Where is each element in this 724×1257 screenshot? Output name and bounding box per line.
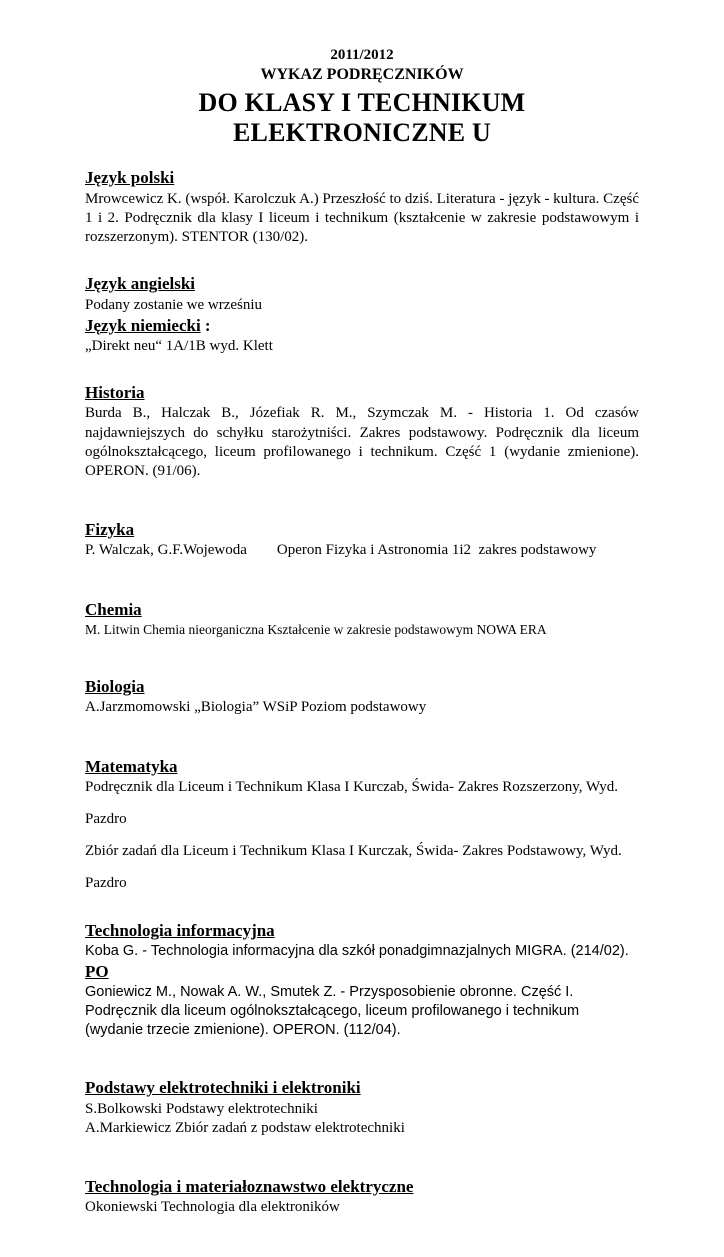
section-paragraph: Podręcznik dla Liceum i Technikum Klasa I Kurczab, Świda- Zakres Rozszerzony, Wyd. <box>85 778 619 795</box>
section-chemia <box>85 599 639 639</box>
section-heading: Fizyka <box>85 520 135 540</box>
section-jezyk-niemiecki <box>85 315 639 356</box>
section-paragraph: Zbiór zadań dla Liceum i Technikum Klasa I Kurczak, Świda- Zakres Podstawowy, Wyd. <box>85 843 622 860</box>
section-paragraph: S.Bolkowski Podstawy elektrotechniki <box>85 1100 318 1117</box>
section-po <box>85 961 639 1040</box>
section-paragraph: M. Litwin Chemia nieorganiczna Kształcenie w zakresie podstawowym NOWA ERA <box>85 621 547 637</box>
section-paragraph: Pazdro <box>85 810 127 827</box>
section-heading: Technologia informacyjna <box>85 920 275 940</box>
section-paragraph: A.Markiewicz Zbiór zadań z podstaw elektrotechniki <box>85 1119 405 1136</box>
heading-colon: : <box>200 315 211 335</box>
section-matematyka <box>85 756 639 894</box>
school-year: 2011/2012 <box>330 47 394 63</box>
section-fizyka <box>85 519 639 560</box>
section-paragraph: Podany zostanie we wrześniu <box>85 296 263 313</box>
section-technologia-materialoznawstwo <box>85 1176 639 1217</box>
document-header <box>85 46 639 147</box>
section-podstawy-elektrotechniki <box>85 1077 639 1138</box>
section-paragraph: Burda B., Halczak B., Józefiak R. M., Szymczak M. - Historia 1. Od czasów najdawniejszych do schyłku starożytniści. Zakres podstawowy. Podręcznik dla liceum ogólnokształcącego, liceum profilowanego i technikum. Część 1 (wydanie zmienione). OPERON. (91/06). <box>85 405 639 479</box>
section-paragraph: Koba G. - Technologia informacyjna dla szkół ponadgimnazjalnych MIGRA. (214/02). <box>85 942 629 959</box>
section-heading: Historia <box>85 383 145 403</box>
section-technologia-informacyjna <box>85 920 639 961</box>
document-subtitle: WYKAZ PODRĘCZNIKÓW <box>260 66 464 84</box>
section-heading: Biologia <box>85 677 145 697</box>
section-jezyk-angielski <box>85 273 639 314</box>
section-paragraph: Okoniewski Technologia dla elektroników <box>85 1199 340 1216</box>
section-heading: Język niemiecki : <box>85 315 211 335</box>
document-title: DO KLASY I TECHNIKUM ELEKTRONICZNE U <box>198 87 526 147</box>
section-heading: Podstawy elektrotechniki i elektroniki <box>85 1078 361 1098</box>
section-paragraph: A.Jarzmomowski „Biologia” WSiP Poziom podstawowy <box>85 699 427 716</box>
section-jezyk-polski <box>85 167 639 247</box>
section-heading: Język polski <box>85 168 175 188</box>
section-heading: Chemia <box>85 599 142 619</box>
section-heading: PO <box>85 961 109 981</box>
section-paragraph: Mrowcewicz K. (współ. Karolczuk A.) Przeszłość to dziś. Literatura - język - kultura. Część 1 i 2. Podręcznik dla klasy I liceum i technikum (kształcenie w zakresie podstawowym i rozszerzonym). STENTOR (130/02). <box>85 190 639 246</box>
section-paragraph: Pazdro <box>85 875 127 892</box>
section-heading: Technologia i materiałoznawstwo elektryczne <box>85 1177 414 1197</box>
section-heading: Matematyka <box>85 756 178 776</box>
section-paragraph: „Direkt neu“ 1A/1B wyd. Klett <box>85 337 273 354</box>
section-heading: Język angielski <box>85 274 196 294</box>
section-biologia <box>85 676 639 717</box>
section-historia <box>85 382 639 481</box>
section-paragraph: Goniewicz M., Nowak A. W., Smutek Z. - Przysposobienie obronne. Część I. Podręcznik dla liceum ogólnokształcącego, liceum profilowanego i technikum (wydanie trzecie zmienione). OPERON. (112/04). <box>85 983 580 1038</box>
section-paragraph: P. Walczak, G.F.Wojewoda Operon Fizyka i Astronomia 1i2 zakres podstawowy <box>85 542 597 559</box>
